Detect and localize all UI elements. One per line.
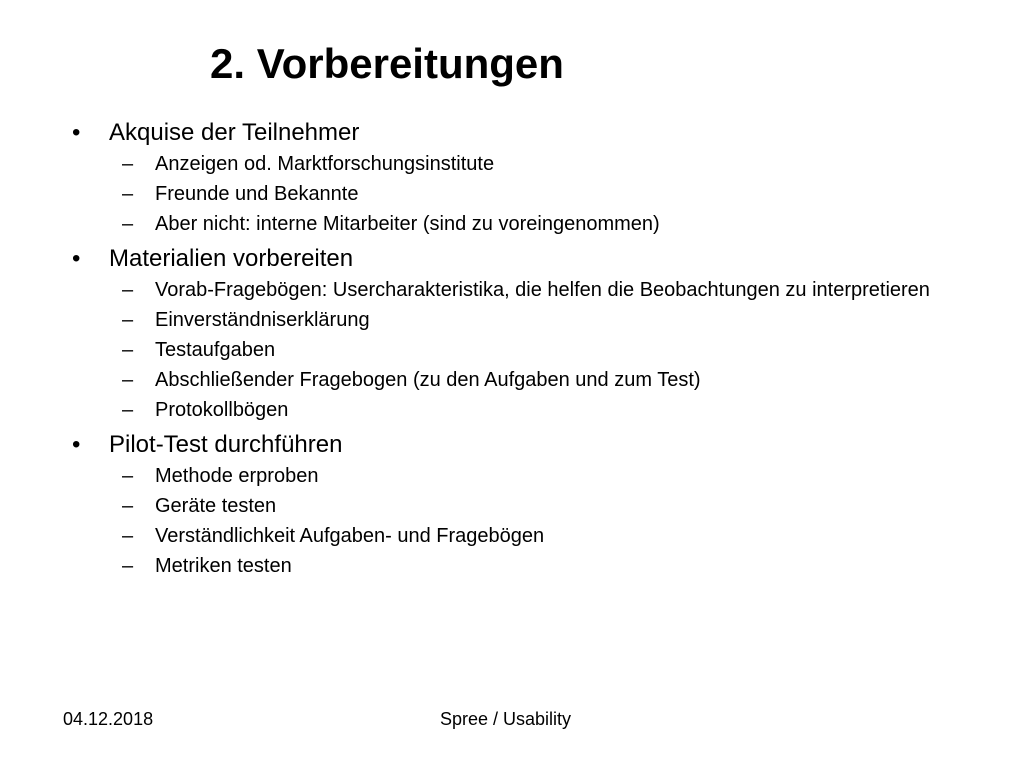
sub-item-text: Protokollbögen [155,399,289,421]
sub-item [72,462,972,492]
sub-item [72,210,972,240]
sub-item-text: Metriken testen [155,555,292,577]
sub-item [72,492,972,522]
sub-item-text: Freunde und Bekannte [155,183,359,205]
sub-list [109,276,972,426]
sub-item-text: Testaufgaben [155,339,276,361]
bullet-item-pilot-test [72,430,972,582]
dash-icon: – [122,279,134,301]
bullet-list [72,118,972,582]
dash-icon: – [122,495,134,517]
bullet-icon: • [72,119,81,146]
sub-item [72,276,972,306]
footer-date: 04.12.2018 [63,709,154,729]
sub-item [72,336,972,366]
sub-item-text: Aber nicht: interne Mitarbeiter (sind zu voreingenommen) [155,213,660,235]
sub-item [72,150,972,180]
dash-icon: – [122,309,134,331]
dash-icon: – [122,369,134,391]
dash-icon: – [122,213,134,235]
sub-item-text: Methode erproben [155,465,319,487]
dash-icon: – [122,525,134,547]
dash-icon: – [122,153,134,175]
bullet-item-materialien [72,244,972,426]
bullet-text: Pilot-Test durchführen [109,431,343,458]
dash-icon: – [122,183,134,205]
footer-title: Spree / Usability [440,709,572,729]
sub-item [72,366,972,396]
sub-item [72,306,972,336]
dash-icon: – [122,399,134,421]
sub-list [109,462,972,582]
bullet-item-akquise [72,118,972,240]
sub-item [72,522,972,552]
sub-item-text: Einverständniserklärung [155,309,370,331]
bullet-icon: • [72,431,81,458]
sub-item-text: Geräte testen [155,495,277,517]
bullet-icon: • [72,245,81,272]
sub-item-text: Verständlichkeit Aufgaben- und Fragebögen [155,525,545,547]
dash-icon: – [122,339,134,361]
bullet-text: Akquise der Teilnehmer [109,119,360,146]
sub-item [72,180,972,210]
sub-list [109,150,972,240]
dash-icon: – [122,465,134,487]
sub-item [72,552,972,582]
sub-item-text: Vorab-Fragebögen: Usercharakteristika, die helfen die Beobachtungen zu interpretieren [155,279,930,301]
sub-item-text: Anzeigen od. Marktforschungsinstitute [155,153,495,175]
dash-icon: – [122,555,134,577]
slide-title: 2. Vorbereitungen [210,40,564,87]
sub-item [72,396,972,426]
bullet-text: Materialien vorbereiten [109,245,354,272]
sub-item-text: Abschließender Fragebogen (zu den Aufgaben und zum Test) [155,369,701,391]
